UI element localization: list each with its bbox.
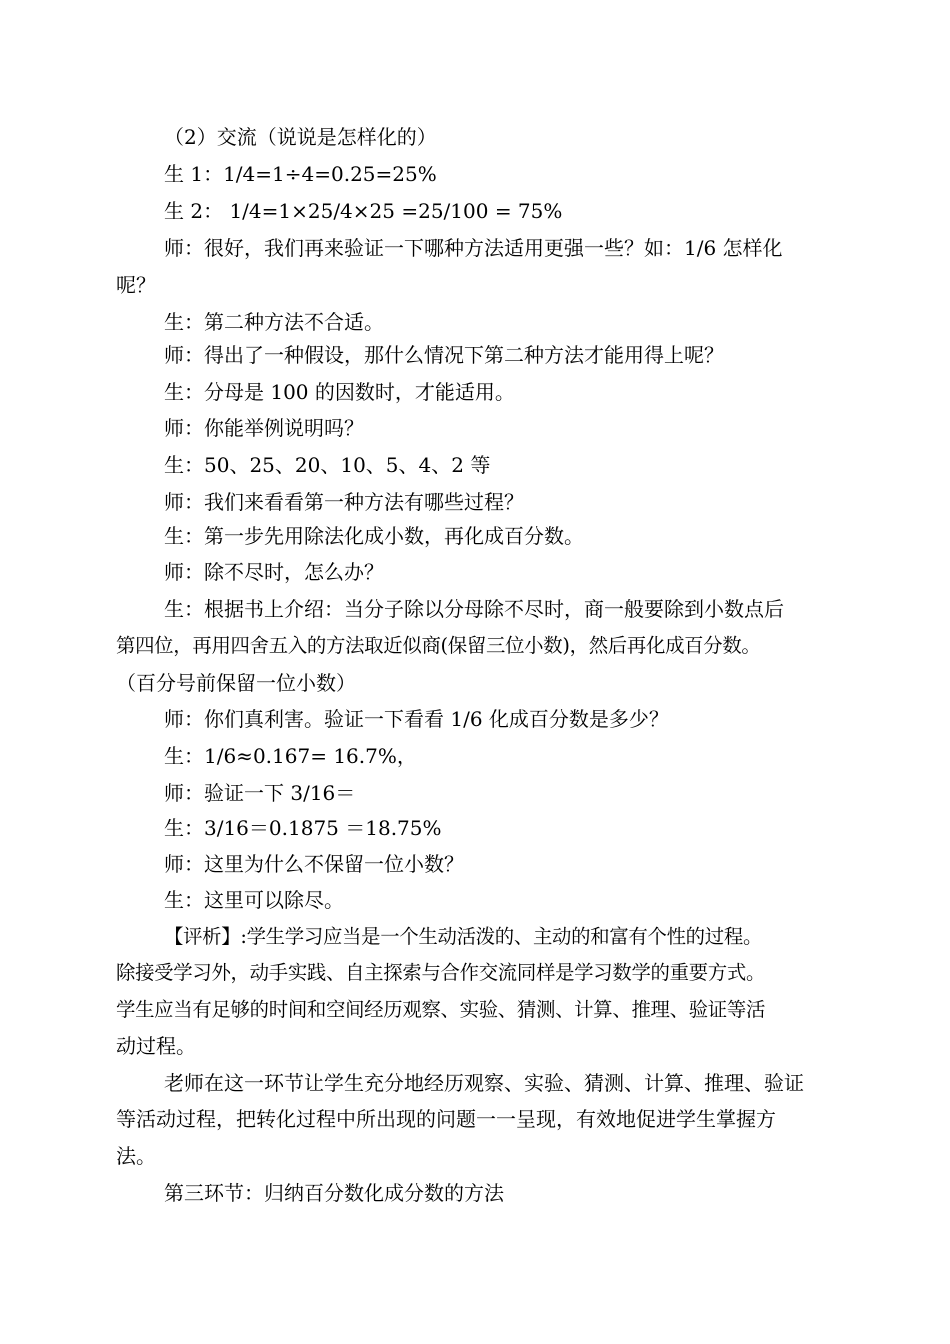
text-line: 第三环节：归纳百分数化成分数的方法: [164, 1181, 504, 1205]
text-line: 生 1：1/4=1÷4=0.25=25%: [164, 162, 437, 186]
text-line: 老师在这一环节让学生充分地经历观察、实验、猜测、计算、推理、验证: [164, 1071, 804, 1095]
text-line: 师：我们来看看第一种方法有哪些过程？: [164, 490, 524, 514]
text-line: 学生应当有足够的时间和空间经历观察、实验、猜测、计算、推理、验证等活: [116, 998, 766, 1021]
text-line: 生：分母是 100 的因数时，才能适用。: [164, 380, 515, 404]
text-line: 【评析】:学生学习应当是一个生动活泼的、主动的和富有个性的过程。: [164, 925, 763, 948]
text-line: 法。: [116, 1144, 156, 1168]
text-line: 呢？: [116, 273, 156, 297]
text-line: 第四位，再用四舍五入的方法取近似商(保留三位小数)，然后再化成百分数。: [116, 634, 761, 657]
text-line: 师：你能举例说明吗？: [164, 416, 364, 440]
text-line: 师：这里为什么不保留一位小数？: [164, 852, 464, 876]
text-line: 生：第二种方法不合适。: [164, 310, 384, 334]
text-line: 生：第一步先用除法化成小数，再化成百分数。: [164, 524, 584, 548]
text-line: 生：1/6≈0.167= 16.7%，: [164, 744, 417, 768]
text-line: （百分号前保留一位小数）: [116, 671, 356, 695]
text-line: （2）交流（说说是怎样化的）: [164, 125, 437, 149]
text-line: 师：很好，我们再来验证一下哪种方法适用更强一些？如：1/6 怎样化: [164, 236, 783, 260]
text-line: 除接受学习外，动手实践、自主探索与合作交流同样是学习数学的重要方式。: [116, 961, 766, 984]
text-line: 动过程。: [116, 1034, 196, 1058]
text-line: 等活动过程，把转化过程中所出现的问题一一呈现，有效地促进学生掌握方: [116, 1107, 776, 1131]
text-line: 生：根据书上介绍：当分子除以分母除不尽时，商一般要除到小数点后: [164, 597, 784, 621]
text-line: 生：3/16＝0.1875 ＝18.75%: [164, 816, 442, 840]
text-line: 师：除不尽时，怎么办？: [164, 560, 384, 584]
text-line: 师：得出了一种假设，那什么情况下第二种方法才能用得上呢？: [164, 343, 724, 367]
text-line: 生 2： 1/4=1×25/4×25 =25/100 = 75%: [164, 199, 563, 223]
text-line: 生：这里可以除尽。: [164, 888, 344, 912]
text-line: 生：50、25、20、10、5、4、2 等: [164, 453, 491, 477]
text-line: 师：验证一下 3/16＝: [164, 781, 356, 805]
text-line: 师：你们真利害。验证一下看看 1/6 化成百分数是多少？: [164, 707, 669, 731]
